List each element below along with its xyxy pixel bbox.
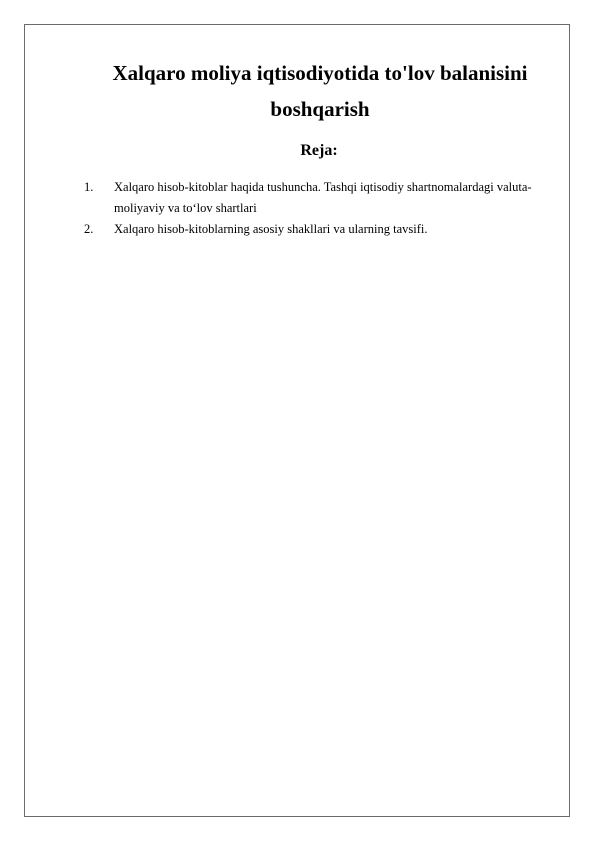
plan-item-2 [84,219,554,240]
plan-item-number: 2. [84,222,94,236]
plan-heading: Reja: [300,142,338,159]
document-title-line-1: Xalqaro moliya iqtisodiyotida to'lov balanisini [112,61,528,85]
plan-item-number: 1. [84,180,94,194]
plan-item-1 [84,177,554,219]
document-title [60,55,580,127]
plan-item-text: Xalqaro hisob-kitoblarning asosiy shakllari va ularning tavsifi. [114,222,428,236]
plan-item-text: Xalqaro hisob-kitoblar haqida tushuncha. Tashqi iqtisodiy shartnomalardagi valuta-moliyaviy va to‘lov shartlari [114,180,532,215]
plan-list [84,177,554,240]
document-title-line-2: boshqarish [270,97,370,121]
